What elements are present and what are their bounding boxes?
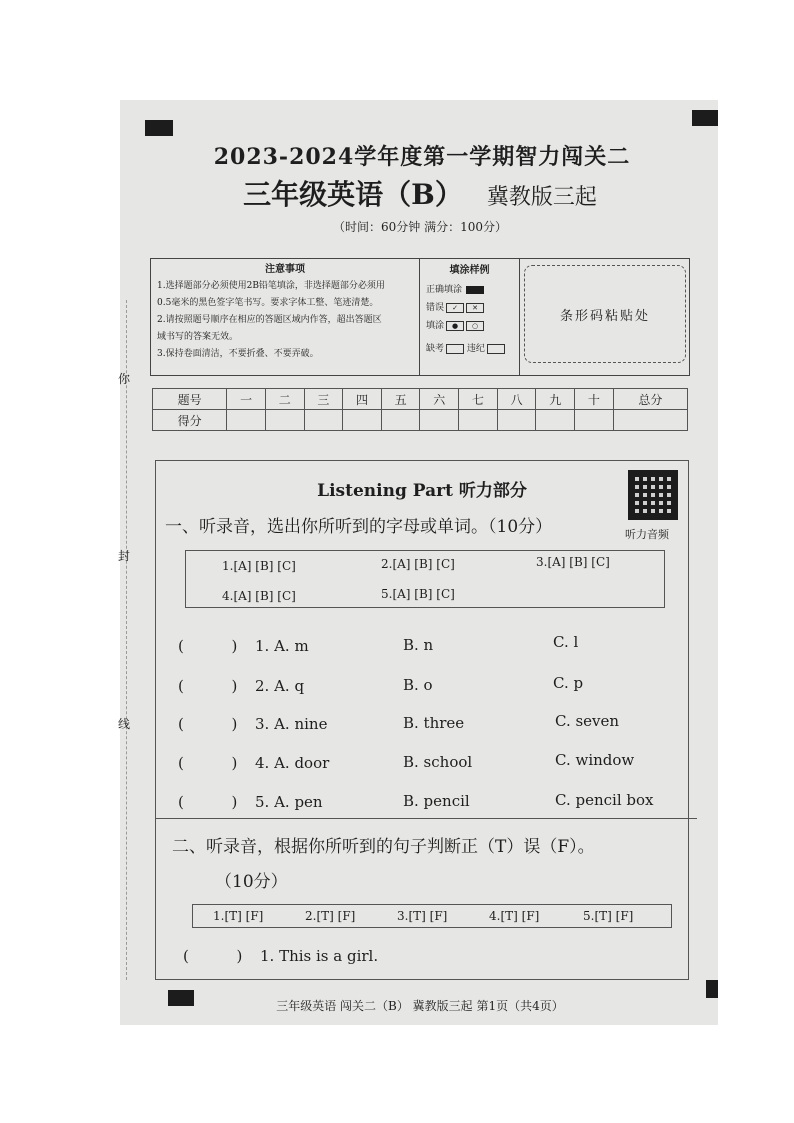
score-header-cell: 二 — [265, 389, 304, 410]
option-a: 2. A. q — [255, 677, 305, 695]
score-cell[interactable] — [381, 410, 420, 431]
option-c: C. l — [553, 633, 579, 651]
answer-bubble[interactable]: 2.[A] [B] [C] — [381, 557, 455, 571]
listening-part-title: Listening Part 听力部分 — [317, 481, 527, 501]
violation-label: 违纪 — [466, 344, 485, 354]
score-header-cell: 题号 — [153, 389, 227, 410]
score-header-cell: 一 — [227, 389, 266, 410]
barcode-area — [520, 258, 690, 376]
dot-box-icon: ● — [446, 321, 464, 331]
score-header-cell: 四 — [343, 389, 382, 410]
notes-item: 1.选择题部分必须使用2B铅笔填涂，非选择题部分必须用 — [157, 281, 385, 291]
section2-points: （10分） — [215, 872, 288, 892]
notes-item: 2.请按照题号顺序在相应的答题区域内作答，超出答题区 — [157, 315, 382, 325]
score-cell[interactable] — [613, 410, 687, 431]
score-cell[interactable] — [536, 410, 575, 431]
score-cell[interactable] — [265, 410, 304, 431]
score-cell[interactable] — [497, 410, 536, 431]
circle-box-icon: ○ — [466, 321, 484, 331]
edition-name: 冀教版三起 — [486, 185, 597, 210]
notes-item: 域书写的答案无效。 — [157, 332, 239, 342]
binding-label: 你 — [118, 372, 131, 386]
binding-label: 封 — [118, 549, 131, 563]
section1-answer-box — [185, 550, 665, 608]
score-header-cell: 总分 — [613, 389, 687, 410]
check-box-icon: ✓ — [446, 303, 464, 313]
score-cell[interactable] — [304, 410, 343, 431]
score-table — [152, 388, 688, 431]
score-row — [153, 410, 688, 431]
score-cell[interactable] — [343, 410, 382, 431]
answer-paren[interactable]: ( ) — [183, 947, 243, 965]
notes-heading: 注意事项 — [265, 264, 305, 275]
exam-title: 2023-2024学年度第一学期智力闯关二 — [213, 144, 631, 170]
qr-label: 听力音频 — [625, 528, 669, 541]
option-b: B. o — [403, 676, 433, 694]
page-footer: 三年级英语 闯关二（B） 冀教版三起 第1页（共4页） — [276, 999, 564, 1013]
answer-paren[interactable]: ( ) — [178, 793, 238, 811]
score-header-cell: 六 — [420, 389, 459, 410]
subject-name: 三年级英语（B） — [243, 178, 463, 211]
score-header-cell: 七 — [459, 389, 498, 410]
score-header-cell: 三 — [304, 389, 343, 410]
time-info: （时间：60分钟 满分：100分） — [333, 220, 507, 234]
fill-example-box — [420, 258, 520, 376]
score-row-label: 得分 — [153, 410, 227, 431]
answer-bubble[interactable]: 1.[A] [B] [C] — [222, 559, 296, 573]
qr-code-icon[interactable] — [628, 470, 678, 520]
exam-subject — [200, 173, 640, 213]
score-cell[interactable] — [227, 410, 266, 431]
cross-box-icon: ✕ — [466, 303, 484, 313]
exam-page — [120, 100, 718, 1025]
absent-label: 缺考 — [426, 344, 445, 354]
answer-bubble[interactable]: 4.[T] [F] — [489, 909, 540, 923]
score-cell[interactable] — [459, 410, 498, 431]
filled-swatch-icon — [466, 286, 484, 294]
option-c: C. pencil box — [555, 791, 654, 809]
notes-box — [150, 258, 420, 376]
section-divider — [155, 818, 697, 819]
option-a: 4. A. door — [255, 754, 330, 772]
alignment-mark — [145, 120, 173, 136]
absent-box[interactable] — [446, 344, 464, 354]
binding-label: 线 — [118, 717, 131, 731]
score-header-cell: 九 — [536, 389, 575, 410]
answer-bubble[interactable]: 3.[T] [F] — [397, 909, 448, 923]
option-c: C. window — [555, 751, 635, 769]
notes-item: 3.保持卷面清洁，不要折叠、不要弄破。 — [157, 349, 319, 359]
wrong-fill-label-2: 填涂 — [426, 321, 445, 331]
answer-bubble[interactable]: 1.[T] [F] — [213, 909, 264, 923]
alignment-mark — [168, 990, 194, 1006]
score-cell[interactable] — [420, 410, 459, 431]
answer-paren[interactable]: ( ) — [178, 677, 238, 695]
option-a: 3. A. nine — [255, 715, 328, 733]
alignment-mark — [692, 110, 718, 126]
answer-paren[interactable]: ( ) — [178, 754, 238, 772]
wrong-fill-label: 错误 — [426, 303, 445, 313]
alignment-mark — [706, 980, 718, 998]
score-header-cell: 十 — [575, 389, 614, 410]
option-b: B. n — [403, 636, 434, 654]
option-a: 1. A. m — [255, 637, 309, 655]
answer-bubble[interactable]: 2.[T] [F] — [305, 909, 356, 923]
notes-item: 0.5毫米的黑色签字笔书写。要求字体工整、笔迹清楚。 — [157, 298, 379, 308]
option-b: B. pencil — [403, 792, 470, 810]
section2-title: 二、听录音，根据你所听到的句子判断正（T）误（F）。 — [172, 837, 595, 857]
option-c: C. seven — [555, 712, 620, 730]
score-header-cell: 八 — [497, 389, 536, 410]
answer-bubble[interactable]: 3.[A] [B] [C] — [536, 555, 610, 569]
section2-answer-box — [192, 904, 672, 928]
violation-box[interactable] — [487, 344, 505, 354]
correct-fill-label: 正确填涂 — [426, 285, 463, 295]
option-c: C. p — [553, 674, 584, 692]
answer-bubble[interactable]: 4.[A] [B] [C] — [222, 589, 296, 603]
score-header-row — [153, 389, 688, 410]
section1-title: 一、听录音，选出你所听到的字母或单词。（10分） — [165, 517, 553, 537]
option-b: B. three — [403, 714, 465, 732]
answer-paren[interactable]: ( ) — [178, 637, 238, 655]
fill-example-heading: 填涂样例 — [449, 265, 490, 276]
option-b: B. school — [403, 753, 473, 771]
option-a: 5. A. pen — [255, 793, 323, 811]
answer-bubble[interactable]: 5.[A] [B] [C] — [381, 587, 455, 601]
question-text: 1. This is a girl. — [260, 947, 379, 965]
answer-bubble[interactable]: 5.[T] [F] — [583, 909, 634, 923]
score-header-cell: 五 — [381, 389, 420, 410]
barcode-label: 条形码粘贴处 — [559, 308, 650, 324]
answer-paren[interactable]: ( ) — [178, 715, 238, 733]
binding-line — [126, 300, 127, 980]
score-cell[interactable] — [575, 410, 614, 431]
